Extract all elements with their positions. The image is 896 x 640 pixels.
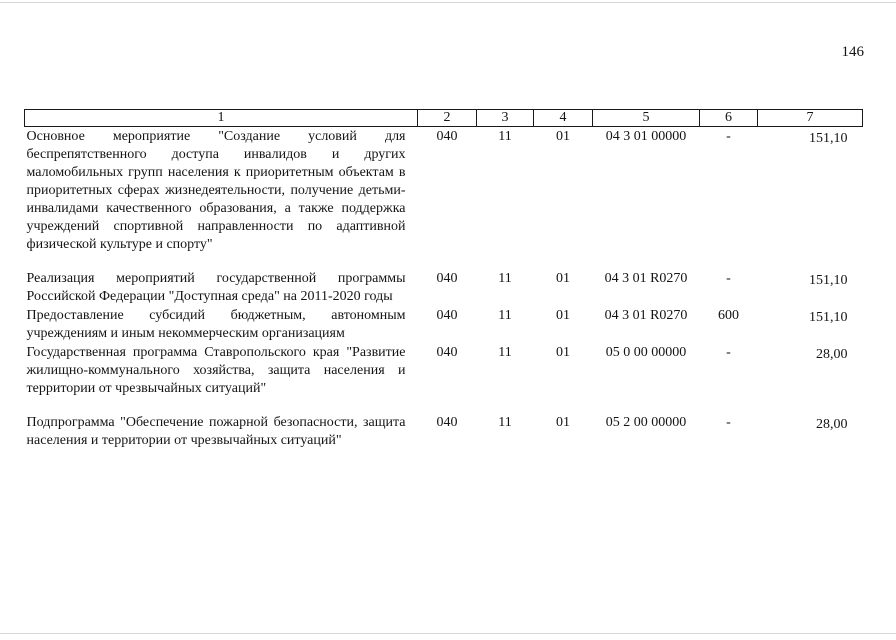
header-col-2: 2	[418, 110, 477, 127]
table-row	[25, 413, 863, 450]
header-col-3: 3	[477, 110, 534, 127]
scan-artifact-top	[0, 2, 896, 3]
header-col-5: 5	[593, 110, 700, 127]
row-col-7: 28,00	[816, 347, 848, 362]
table-row	[25, 127, 863, 255]
scan-artifact-bottom	[0, 633, 896, 634]
table-row	[25, 306, 863, 343]
header-col-1: 1	[25, 110, 418, 127]
row-name: Предоставление субсидий бюджетным, автономным учреждениям и иным некоммерческим организациям	[26, 308, 406, 341]
row-col-4: 01	[556, 308, 570, 323]
row-name: Реализация мероприятий государственной программы Российской Федерации "Доступная среда" на 2011-2020 годы	[26, 271, 406, 304]
row-name: Государственная программа Ставропольского края "Развитие жилищно-коммунального хозяйства, защита населения и территории от чрезвычайных ситуаций"	[26, 345, 406, 396]
row-col-5: 04 3 01 R0270	[604, 308, 688, 323]
row-col-4: 01	[556, 345, 570, 360]
row-col-5: 04 3 01 00000	[605, 129, 687, 144]
row-col-4: 01	[556, 129, 570, 144]
row-col-2: 040	[436, 415, 458, 430]
row-col-5: 05 2 00 00000	[605, 415, 687, 430]
row-col-6: -	[726, 271, 731, 286]
row-col-6: -	[726, 345, 731, 360]
row-col-7: 151,10	[809, 310, 848, 325]
budget-table	[24, 109, 863, 450]
row-name: Подпрограмма "Обеспечение пожарной безопасности, защита населения и территории от чрезвычайных ситуаций"	[26, 415, 406, 448]
row-spacer	[25, 254, 863, 269]
header-col-4: 4	[534, 110, 593, 127]
row-col-3: 11	[498, 271, 512, 286]
table-row	[25, 343, 863, 398]
row-col-5: 04 3 01 R0270	[604, 271, 688, 286]
header-col-6: 6	[700, 110, 758, 127]
row-col-2: 040	[436, 129, 458, 144]
page-number: 146	[841, 44, 864, 60]
table-row	[25, 269, 863, 306]
row-spacer	[25, 398, 863, 413]
row-col-4: 01	[556, 415, 570, 430]
row-col-6: -	[726, 415, 731, 430]
row-col-7: 151,10	[809, 273, 848, 288]
row-col-3: 11	[498, 415, 512, 430]
row-col-6: -	[726, 129, 731, 144]
row-col-4: 01	[556, 271, 570, 286]
row-col-2: 040	[436, 345, 458, 360]
row-col-7: 28,00	[816, 417, 848, 432]
row-col-3: 11	[498, 345, 512, 360]
row-col-3: 11	[498, 129, 512, 144]
row-col-7: 151,10	[809, 131, 848, 146]
row-col-2: 040	[436, 308, 458, 323]
row-col-3: 11	[498, 308, 512, 323]
row-col-5: 05 0 00 00000	[605, 345, 687, 360]
row-col-2: 040	[436, 271, 458, 286]
table-header-row	[25, 110, 863, 127]
row-col-6: 600	[718, 308, 739, 323]
row-name: Основное мероприятие "Создание условий для беспрепятственного доступа инвалидов и других маломобильных групп населения к приоритетным объектам в приоритетных сферах жизнедеятельности, получение детьми-инвалидами качественного образования, а также поддержка учреждений спортивной направленности по адаптивной физической культуре и спорту"	[26, 129, 406, 252]
header-col-7: 7	[758, 110, 863, 127]
